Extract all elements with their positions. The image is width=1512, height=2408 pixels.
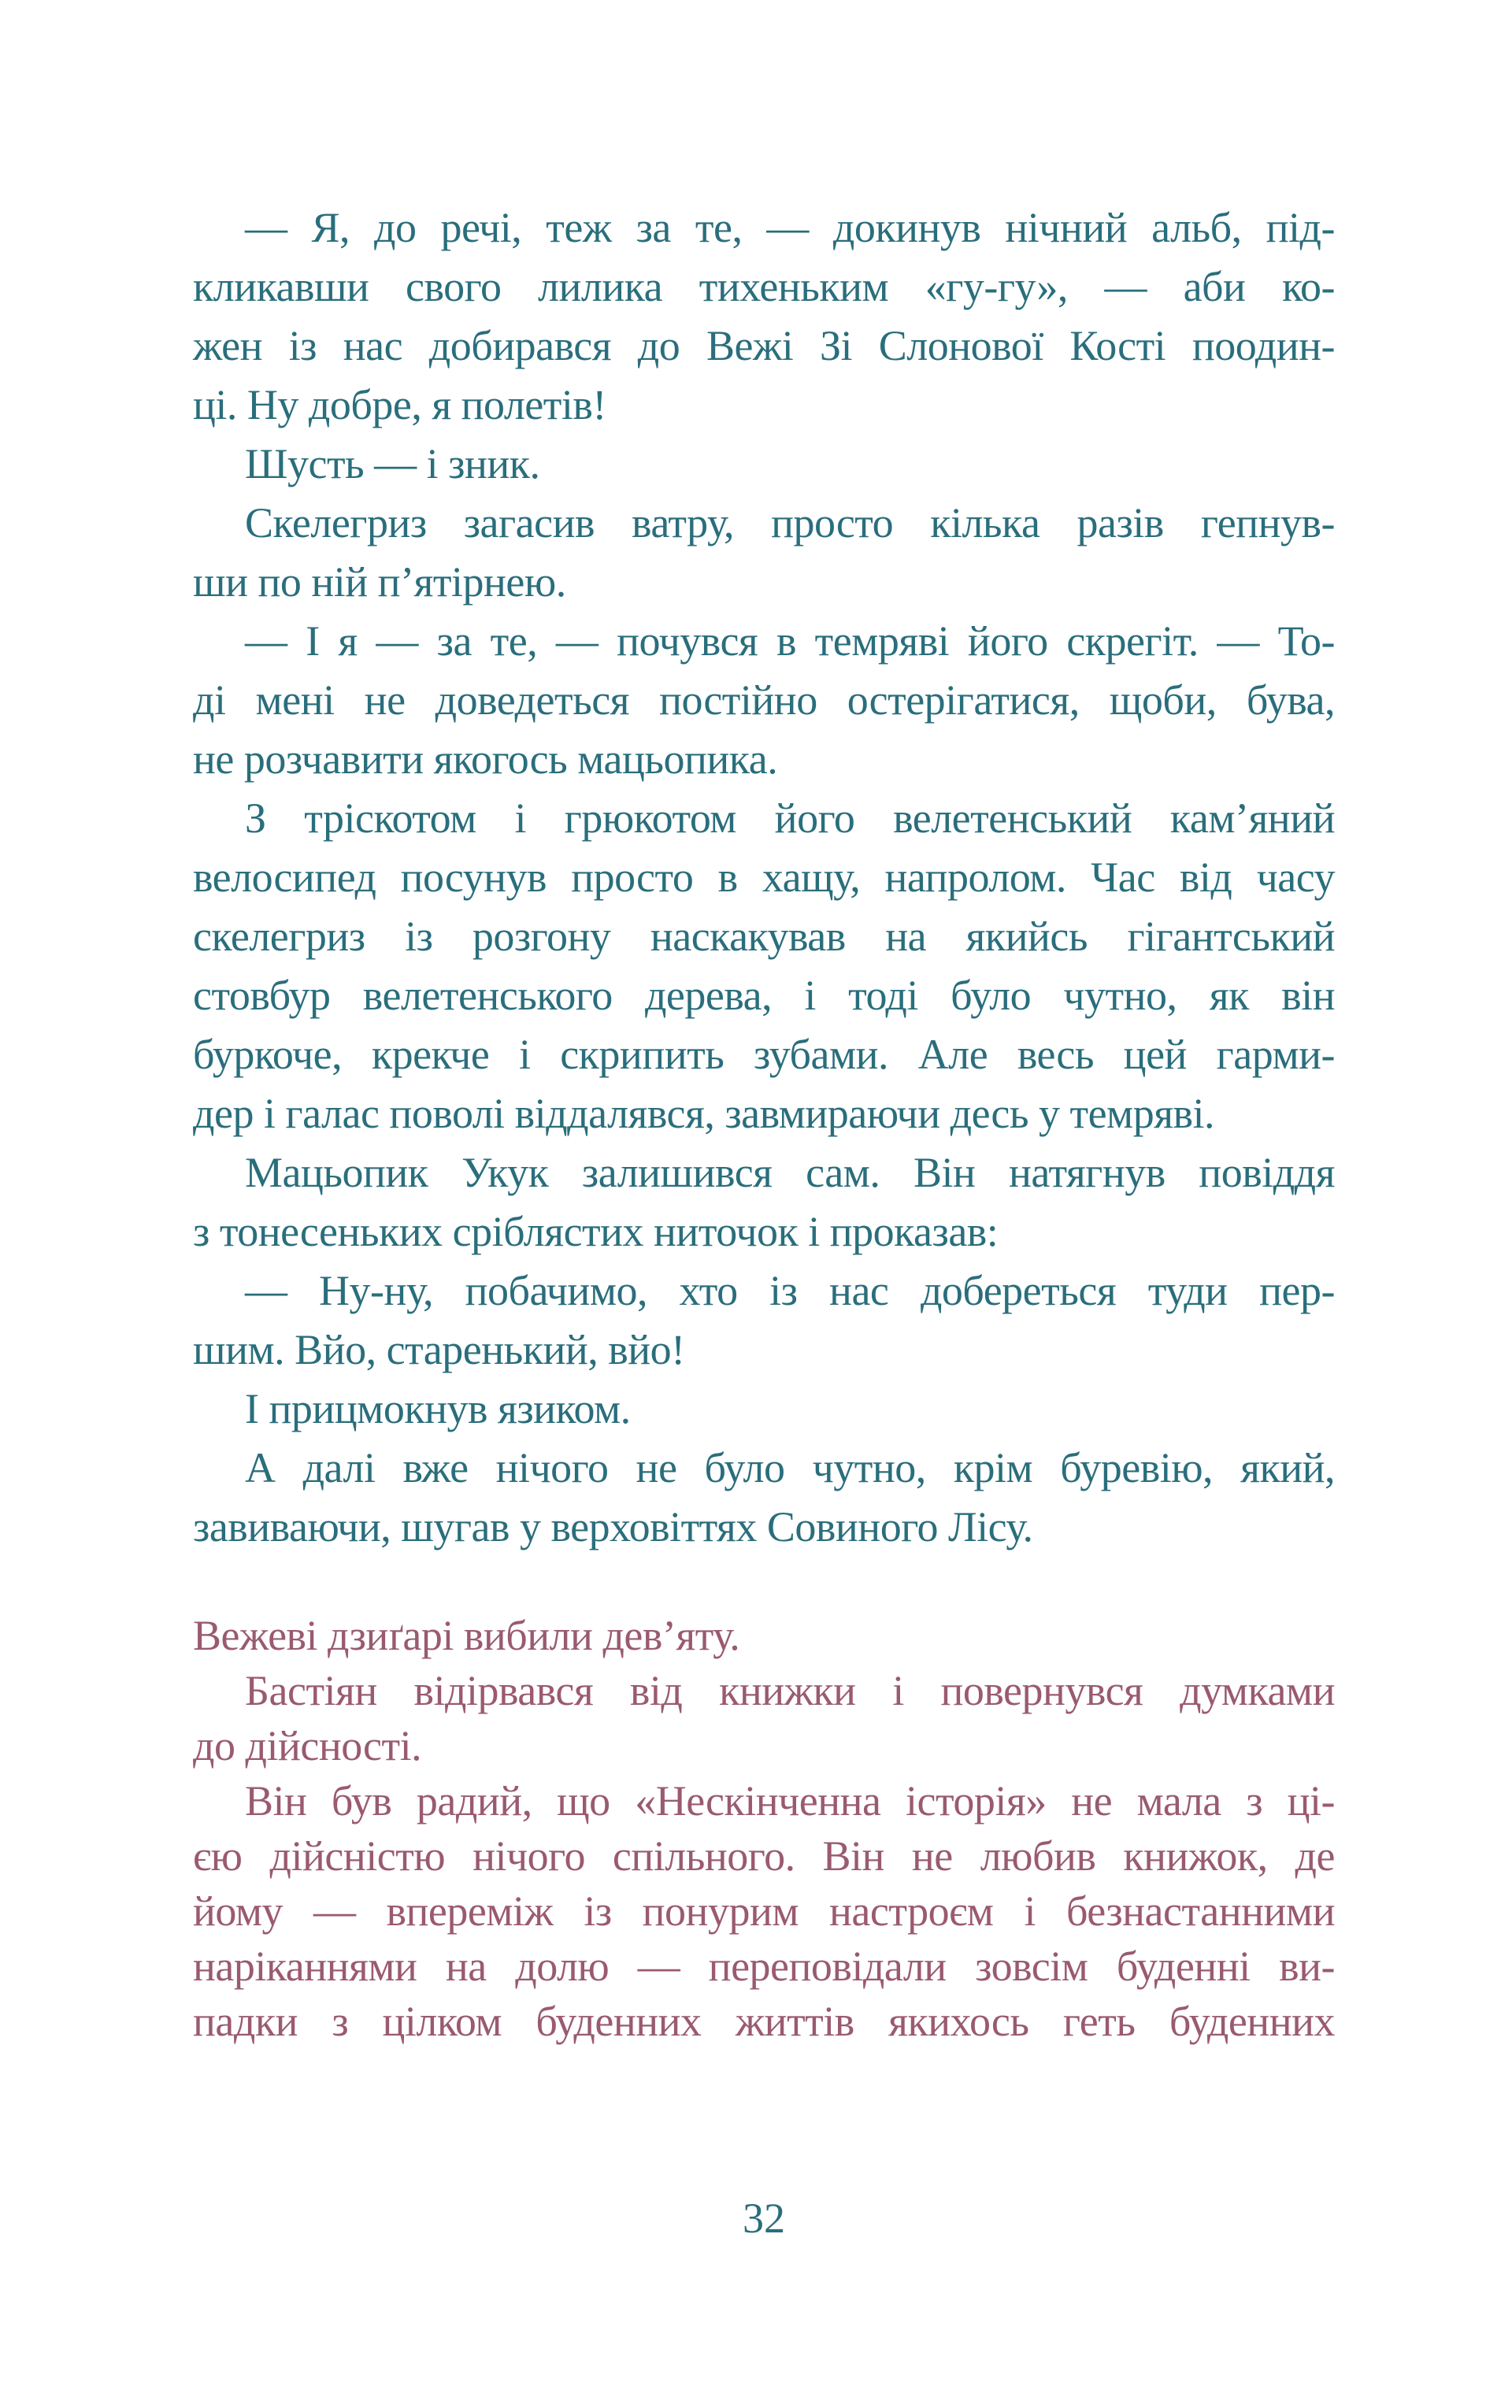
text-line: Мацьопик Укук залишився сам. Він натягнув повіддя — [245, 1149, 1335, 1196]
text-line: падки з цілком буденних життів якихось геть буденних — [193, 1998, 1335, 2045]
page-text — [193, 198, 1335, 2049]
text-line: завиваючи, шугав у верховіттях Совиного Лісу. — [193, 1503, 1033, 1550]
text-line: ді мені не доведеться постійно остерігатися, щоби, бува, — [193, 676, 1335, 724]
text-line: кликавши свого лилика тихеньким «гу-гу», — аби ко- — [193, 263, 1335, 310]
page-number: 32 — [743, 2195, 785, 2242]
text-line: ши по ній п’ятірнею. — [193, 558, 566, 606]
text-line: до дійсності. — [193, 1722, 422, 1769]
text-line: Шусть — і зник. — [245, 440, 540, 487]
text-line: не розчавити якогось мацьопика. — [193, 735, 778, 783]
text-line: ці. Ну добре, я полетів! — [193, 381, 606, 428]
text-line: І прицмокнув язиком. — [245, 1385, 631, 1432]
text-line: наріканнями на долю — переповідали зовсім буденні ви- — [193, 1943, 1335, 1990]
text-line: з тонесеньких сріблястих ниточок і проказав: — [193, 1208, 999, 1255]
text-line: жен із нас добирався до Вежі Зі Слонової Кості поодин- — [193, 322, 1335, 369]
text-line: скелегриз із розгону наскакував на якийсь гігантський — [193, 913, 1335, 960]
text-line: Бастіян відірвався від книжки і повернувся думками — [245, 1667, 1335, 1714]
text-line: Скелегриз загасив ватру, просто кілька разів гепнув- — [245, 499, 1335, 546]
text-line: велосипед посунув просто в хащу, напролом. Час від часу — [193, 854, 1335, 901]
text-line: — Я, до речі, теж за те, — докинув нічний альб, під- — [245, 204, 1335, 251]
text-line: стовбур велетенського дерева, і тоді було чутно, як він — [193, 972, 1335, 1019]
text-line: єю дійсністю нічого спільного. Він не любив книжок, де — [193, 1832, 1335, 1880]
text-line: Він був радий, що «Нескінченна історія» не мала з ці- — [245, 1777, 1335, 1825]
text-line: йому — впереміж із понурим настроєм і безнастанними — [193, 1888, 1335, 1935]
text-line: А далі вже нічого не було чутно, крім буревію, який, — [245, 1444, 1335, 1491]
text-line: шим. Вйо, старенький, вйо! — [193, 1326, 685, 1373]
text-line: буркоче, крекче і скрипить зубами. Але весь цей гарми- — [193, 1031, 1335, 1078]
text-line: — Ну-ну, побачимо, хто із нас добереться туди пер- — [245, 1267, 1335, 1314]
book-page — [193, 198, 1335, 2246]
text-line: З тріскотом і грюкотом його велетенський кам’яний — [245, 795, 1335, 842]
text-line: дер і галас поволі віддалявся, завмираючи десь у темряві. — [193, 1090, 1215, 1137]
text-line: — І я — за те, — почувся в темряві його скрегіт. — То- — [245, 617, 1335, 665]
text-line: Вежеві дзиґарі вибили дев’яту. — [193, 1612, 740, 1659]
